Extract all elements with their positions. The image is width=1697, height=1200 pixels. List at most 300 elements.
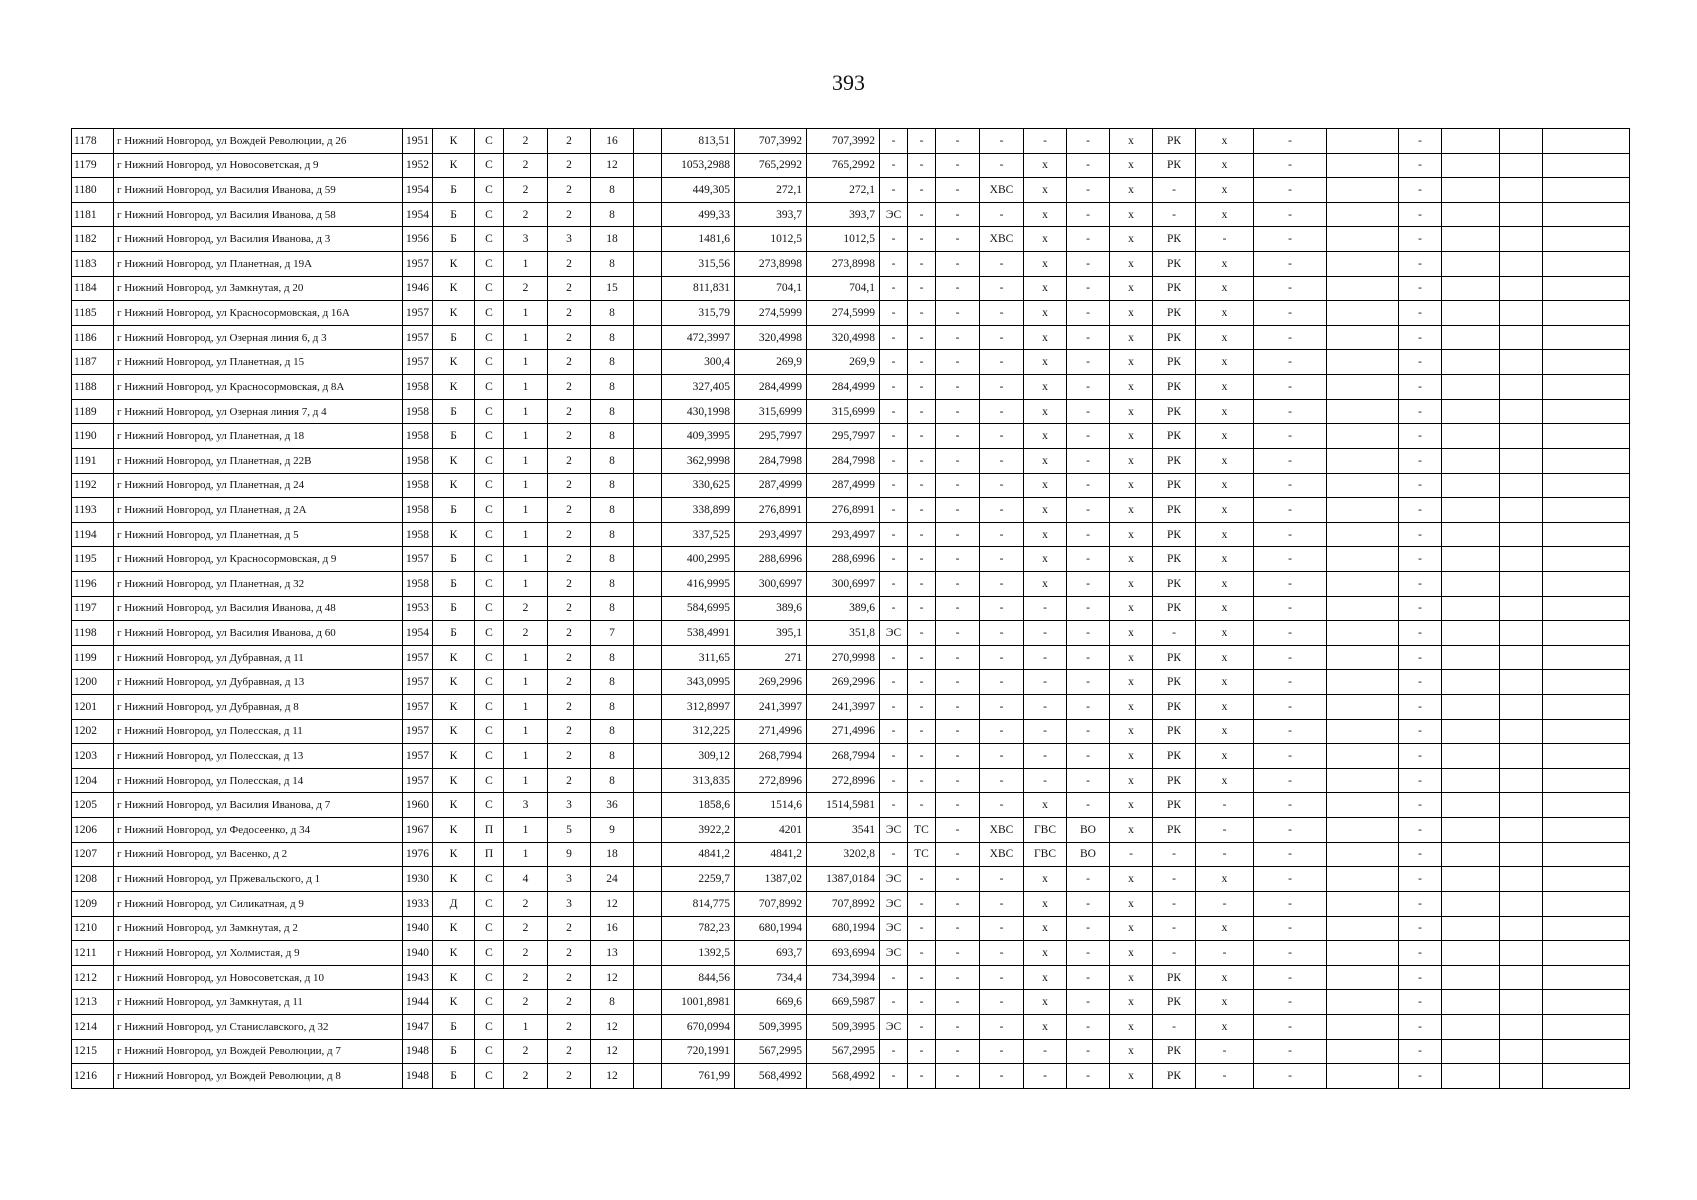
cell-basement: - xyxy=(1254,301,1327,326)
cell-gas: - xyxy=(936,842,980,867)
cell-row-number: 1181 xyxy=(72,202,114,227)
cell-cold-water: - xyxy=(980,129,1024,154)
cell-roof-repair: РК xyxy=(1153,153,1196,178)
cell-apartments: 7 xyxy=(591,621,634,646)
cell-cold-water: - xyxy=(980,965,1024,990)
cell-cold-water: - xyxy=(980,153,1024,178)
cell-heating: ТС xyxy=(908,842,936,867)
cell-total-area: 670,0994 xyxy=(662,1014,735,1039)
cell-hot-water: ГВС xyxy=(1024,842,1067,867)
cell-heating: - xyxy=(908,424,936,449)
cell-roof-repair: РК xyxy=(1153,227,1196,252)
cell-blank xyxy=(634,670,662,695)
cell-facade-mark: х xyxy=(1196,325,1254,350)
cell-heating: - xyxy=(908,202,936,227)
cell-gas: - xyxy=(936,498,980,523)
cell-hot-water: - xyxy=(1024,695,1067,720)
cell-roof-mark: х xyxy=(1110,153,1153,178)
cell-apartments: 8 xyxy=(591,498,634,523)
cell-cold-water: - xyxy=(980,252,1024,277)
cell-blank-2 xyxy=(1327,768,1399,793)
cell-cold-water: - xyxy=(980,670,1024,695)
cell-electric: - xyxy=(880,498,908,523)
cell-roof-repair: РК xyxy=(1153,965,1196,990)
cell-apartments: 8 xyxy=(591,252,634,277)
cell-blank-2 xyxy=(1327,399,1399,424)
cell-residential-area: 1514,5981 xyxy=(807,793,880,818)
cell-cold-water: - xyxy=(980,793,1024,818)
cell-electric: - xyxy=(880,645,908,670)
cell-floors: 2 xyxy=(548,350,591,375)
cell-entrances: 2 xyxy=(504,621,548,646)
cell-address: г Нижний Новгород, ул Новосоветская, д 9 xyxy=(114,153,403,178)
cell-electric: - xyxy=(880,252,908,277)
cell-facade-mark: х xyxy=(1196,301,1254,326)
cell-address: г Нижний Новгород, ул Вождей Революции, д 8 xyxy=(114,1064,403,1089)
cell-hot-water: х xyxy=(1024,202,1067,227)
table-row xyxy=(72,867,1630,892)
cell-address: г Нижний Новгород, ул Полесская, д 11 xyxy=(114,719,403,744)
cell-entrances: 2 xyxy=(504,1064,548,1089)
cell-roof-repair: - xyxy=(1153,891,1196,916)
cell-residential-area: 707,3992 xyxy=(807,129,880,154)
cell-sewerage: - xyxy=(1067,990,1110,1015)
cell-cold-water: - xyxy=(980,891,1024,916)
cell-blank-2 xyxy=(1327,473,1399,498)
cell-sewerage: - xyxy=(1067,571,1110,596)
cell-living-area: 734,4 xyxy=(735,965,807,990)
cell-year-built: 1957 xyxy=(403,695,433,720)
cell-cold-water: - xyxy=(980,941,1024,966)
cell-foundation: - xyxy=(1399,695,1442,720)
cell-entrances: 1 xyxy=(504,498,548,523)
cell-total-area: 3922,2 xyxy=(662,818,735,843)
cell-address: г Нижний Новгород, ул Замкнутая, д 20 xyxy=(114,276,403,301)
cell-living-area: 274,5999 xyxy=(735,301,807,326)
cell-hot-water: х xyxy=(1024,473,1067,498)
cell-entrances: 1 xyxy=(504,375,548,400)
cell-total-area: 409,3995 xyxy=(662,424,735,449)
cell-facade-mark: х xyxy=(1196,178,1254,203)
cell-row-number: 1200 xyxy=(72,670,114,695)
cell-gas: - xyxy=(936,276,980,301)
cell-blank-5 xyxy=(1543,670,1630,695)
cell-blank-5 xyxy=(1543,522,1630,547)
cell-roof-mark: х xyxy=(1110,744,1153,769)
cell-blank-5 xyxy=(1543,744,1630,769)
cell-roof-mark: х xyxy=(1110,670,1153,695)
cell-electric: - xyxy=(880,719,908,744)
cell-living-area: 271 xyxy=(735,645,807,670)
cell-entrances: 1 xyxy=(504,670,548,695)
cell-floors: 2 xyxy=(548,719,591,744)
cell-residential-area: 272,1 xyxy=(807,178,880,203)
cell-sewerage: - xyxy=(1067,891,1110,916)
cell-sewerage: - xyxy=(1067,276,1110,301)
cell-address: г Нижний Новгород, ул Дубравная, д 11 xyxy=(114,645,403,670)
cell-heating: - xyxy=(908,325,936,350)
cell-row-number: 1178 xyxy=(72,129,114,154)
cell-blank-3 xyxy=(1442,842,1500,867)
cell-cold-water: - xyxy=(980,399,1024,424)
cell-basement: - xyxy=(1254,842,1327,867)
cell-address: г Нижний Новгород, ул Дубравная, д 8 xyxy=(114,695,403,720)
cell-hot-water: - xyxy=(1024,670,1067,695)
cell-entrances: 3 xyxy=(504,793,548,818)
cell-basement: - xyxy=(1254,1039,1327,1064)
cell-blank-4 xyxy=(1500,695,1543,720)
cell-construction-type: С xyxy=(475,325,504,350)
cell-total-area: 1858,6 xyxy=(662,793,735,818)
cell-floors: 2 xyxy=(548,448,591,473)
cell-floors: 2 xyxy=(548,670,591,695)
cell-construction-type: С xyxy=(475,227,504,252)
cell-roof-mark: х xyxy=(1110,793,1153,818)
cell-blank-2 xyxy=(1327,842,1399,867)
cell-foundation: - xyxy=(1399,670,1442,695)
cell-apartments: 8 xyxy=(591,399,634,424)
cell-floors: 2 xyxy=(548,1014,591,1039)
cell-hot-water: - xyxy=(1024,768,1067,793)
cell-gas: - xyxy=(936,990,980,1015)
cell-facade-mark: - xyxy=(1196,1064,1254,1089)
cell-basement: - xyxy=(1254,375,1327,400)
cell-blank-3 xyxy=(1442,129,1500,154)
cell-hot-water: х xyxy=(1024,325,1067,350)
cell-total-area: 472,3997 xyxy=(662,325,735,350)
cell-construction-type: С xyxy=(475,596,504,621)
cell-blank-3 xyxy=(1442,596,1500,621)
cell-roof-mark: х xyxy=(1110,965,1153,990)
cell-cold-water: - xyxy=(980,621,1024,646)
cell-foundation: - xyxy=(1399,473,1442,498)
cell-wall-material: К xyxy=(433,153,475,178)
cell-blank xyxy=(634,1039,662,1064)
cell-electric: - xyxy=(880,744,908,769)
cell-blank-4 xyxy=(1500,129,1543,154)
cell-roof-mark: х xyxy=(1110,1064,1153,1089)
cell-apartments: 8 xyxy=(591,571,634,596)
cell-living-area: 567,2995 xyxy=(735,1039,807,1064)
cell-blank-3 xyxy=(1442,695,1500,720)
cell-sewerage: - xyxy=(1067,350,1110,375)
cell-construction-type: С xyxy=(475,768,504,793)
cell-blank-5 xyxy=(1543,350,1630,375)
cell-facade-mark: х xyxy=(1196,399,1254,424)
cell-floors: 2 xyxy=(548,473,591,498)
cell-blank-3 xyxy=(1442,1039,1500,1064)
cell-cold-water: - xyxy=(980,916,1024,941)
cell-blank-3 xyxy=(1442,990,1500,1015)
cell-heating: - xyxy=(908,448,936,473)
cell-blank-2 xyxy=(1327,965,1399,990)
cell-wall-material: Б xyxy=(433,1014,475,1039)
cell-row-number: 1194 xyxy=(72,522,114,547)
cell-blank-4 xyxy=(1500,941,1543,966)
cell-foundation: - xyxy=(1399,1014,1442,1039)
cell-roof-mark: х xyxy=(1110,202,1153,227)
table-row xyxy=(72,399,1630,424)
cell-address: г Нижний Новгород, ул Планетная, д 22В xyxy=(114,448,403,473)
cell-hot-water: х xyxy=(1024,252,1067,277)
cell-blank xyxy=(634,547,662,572)
cell-wall-material: К xyxy=(433,129,475,154)
cell-blank-4 xyxy=(1500,448,1543,473)
cell-entrances: 1 xyxy=(504,695,548,720)
cell-blank-5 xyxy=(1543,793,1630,818)
cell-blank-4 xyxy=(1500,891,1543,916)
cell-residential-area: 734,3994 xyxy=(807,965,880,990)
cell-living-area: 268,7994 xyxy=(735,744,807,769)
cell-hot-water: х xyxy=(1024,891,1067,916)
cell-gas: - xyxy=(936,818,980,843)
cell-basement: - xyxy=(1254,670,1327,695)
cell-gas: - xyxy=(936,1014,980,1039)
table-row xyxy=(72,498,1630,523)
cell-blank-4 xyxy=(1500,350,1543,375)
cell-foundation: - xyxy=(1399,399,1442,424)
cell-apartments: 8 xyxy=(591,547,634,572)
cell-construction-type: С xyxy=(475,301,504,326)
cell-address: г Нижний Новгород, ул Озерная линия 7, д 4 xyxy=(114,399,403,424)
cell-blank-2 xyxy=(1327,301,1399,326)
cell-apartments: 12 xyxy=(591,153,634,178)
cell-electric: - xyxy=(880,473,908,498)
cell-roof-repair: РК xyxy=(1153,768,1196,793)
cell-blank-4 xyxy=(1500,842,1543,867)
cell-year-built: 1958 xyxy=(403,375,433,400)
cell-blank-5 xyxy=(1543,621,1630,646)
cell-floors: 2 xyxy=(548,522,591,547)
cell-living-area: 300,6997 xyxy=(735,571,807,596)
cell-living-area: 4201 xyxy=(735,818,807,843)
cell-sewerage: - xyxy=(1067,448,1110,473)
cell-gas: - xyxy=(936,547,980,572)
cell-blank-2 xyxy=(1327,202,1399,227)
cell-construction-type: С xyxy=(475,793,504,818)
cell-facade-mark: х xyxy=(1196,153,1254,178)
table-row xyxy=(72,1014,1630,1039)
cell-year-built: 1957 xyxy=(403,670,433,695)
cell-hot-water: х xyxy=(1024,571,1067,596)
cell-blank-4 xyxy=(1500,178,1543,203)
cell-apartments: 36 xyxy=(591,793,634,818)
cell-total-area: 312,8997 xyxy=(662,695,735,720)
cell-living-area: 707,3992 xyxy=(735,129,807,154)
cell-blank-3 xyxy=(1442,276,1500,301)
cell-heating: - xyxy=(908,916,936,941)
cell-blank-3 xyxy=(1442,153,1500,178)
cell-address: г Нижний Новгород, ул Замкнутая, д 11 xyxy=(114,990,403,1015)
cell-construction-type: С xyxy=(475,178,504,203)
cell-wall-material: К xyxy=(433,252,475,277)
cell-gas: - xyxy=(936,916,980,941)
cell-blank-5 xyxy=(1543,1039,1630,1064)
cell-year-built: 1953 xyxy=(403,596,433,621)
cell-apartments: 8 xyxy=(591,424,634,449)
cell-total-area: 315,79 xyxy=(662,301,735,326)
cell-hot-water: х xyxy=(1024,793,1067,818)
table-row xyxy=(72,645,1630,670)
cell-living-area: 271,4996 xyxy=(735,719,807,744)
cell-blank-4 xyxy=(1500,522,1543,547)
cell-living-area: 704,1 xyxy=(735,276,807,301)
cell-blank-2 xyxy=(1327,178,1399,203)
cell-electric: - xyxy=(880,1039,908,1064)
cell-apartments: 8 xyxy=(591,301,634,326)
cell-year-built: 1954 xyxy=(403,202,433,227)
cell-roof-repair: РК xyxy=(1153,1064,1196,1089)
cell-floors: 2 xyxy=(548,276,591,301)
cell-construction-type: С xyxy=(475,547,504,572)
cell-cold-water: - xyxy=(980,325,1024,350)
cell-address: г Нижний Новгород, ул Василия Иванова, д 7 xyxy=(114,793,403,818)
cell-blank-4 xyxy=(1500,202,1543,227)
cell-wall-material: К xyxy=(433,276,475,301)
cell-roof-repair: РК xyxy=(1153,547,1196,572)
cell-sewerage: - xyxy=(1067,399,1110,424)
cell-blank-4 xyxy=(1500,818,1543,843)
cell-entrances: 3 xyxy=(504,227,548,252)
cell-total-area: 416,9995 xyxy=(662,571,735,596)
cell-living-area: 395,1 xyxy=(735,621,807,646)
cell-roof-repair: - xyxy=(1153,202,1196,227)
cell-electric: - xyxy=(880,399,908,424)
cell-living-area: 269,9 xyxy=(735,350,807,375)
cell-address: г Нижний Новгород, ул Василия Иванова, д 60 xyxy=(114,621,403,646)
cell-entrances: 1 xyxy=(504,719,548,744)
cell-residential-area: 765,2992 xyxy=(807,153,880,178)
cell-electric: - xyxy=(880,276,908,301)
cell-construction-type: П xyxy=(475,842,504,867)
cell-roof-mark: х xyxy=(1110,818,1153,843)
cell-address: г Нижний Новгород, ул Василия Иванова, д 59 xyxy=(114,178,403,203)
cell-blank-4 xyxy=(1500,227,1543,252)
cell-blank xyxy=(634,522,662,547)
cell-sewerage: - xyxy=(1067,670,1110,695)
cell-floors: 5 xyxy=(548,818,591,843)
cell-electric: ЭС xyxy=(880,941,908,966)
cell-blank-2 xyxy=(1327,350,1399,375)
cell-apartments: 16 xyxy=(591,916,634,941)
cell-roof-repair: РК xyxy=(1153,325,1196,350)
cell-heating: - xyxy=(908,498,936,523)
cell-living-area: 287,4999 xyxy=(735,473,807,498)
cell-electric: - xyxy=(880,448,908,473)
cell-cold-water: - xyxy=(980,498,1024,523)
cell-roof-mark: х xyxy=(1110,596,1153,621)
cell-electric: - xyxy=(880,178,908,203)
cell-residential-area: 1012,5 xyxy=(807,227,880,252)
cell-blank-3 xyxy=(1442,547,1500,572)
cell-year-built: 1957 xyxy=(403,719,433,744)
cell-row-number: 1210 xyxy=(72,916,114,941)
cell-construction-type: С xyxy=(475,916,504,941)
cell-heating: - xyxy=(908,744,936,769)
cell-apartments: 8 xyxy=(591,522,634,547)
cell-residential-area: 393,7 xyxy=(807,202,880,227)
table-row xyxy=(72,522,1630,547)
cell-electric: - xyxy=(880,670,908,695)
cell-roof-mark: х xyxy=(1110,990,1153,1015)
table-row xyxy=(72,842,1630,867)
cell-wall-material: Б xyxy=(433,202,475,227)
cell-basement: - xyxy=(1254,252,1327,277)
cell-blank xyxy=(634,695,662,720)
cell-facade-mark: х xyxy=(1196,547,1254,572)
cell-apartments: 9 xyxy=(591,818,634,843)
cell-year-built: 1967 xyxy=(403,818,433,843)
cell-sewerage: - xyxy=(1067,719,1110,744)
cell-entrances: 1 xyxy=(504,350,548,375)
cell-electric: - xyxy=(880,1064,908,1089)
cell-blank-3 xyxy=(1442,891,1500,916)
cell-electric: - xyxy=(880,424,908,449)
cell-heating: - xyxy=(908,596,936,621)
cell-wall-material: Б xyxy=(433,178,475,203)
cell-roof-repair: РК xyxy=(1153,990,1196,1015)
cell-entrances: 1 xyxy=(504,325,548,350)
cell-blank-2 xyxy=(1327,719,1399,744)
cell-blank-4 xyxy=(1500,301,1543,326)
table-row xyxy=(72,965,1630,990)
cell-construction-type: С xyxy=(475,695,504,720)
cell-blank-5 xyxy=(1543,768,1630,793)
cell-blank-3 xyxy=(1442,522,1500,547)
cell-apartments: 12 xyxy=(591,1014,634,1039)
cell-row-number: 1199 xyxy=(72,645,114,670)
cell-gas: - xyxy=(936,1039,980,1064)
cell-blank-3 xyxy=(1442,399,1500,424)
cell-address: г Нижний Новгород, ул Василия Иванова, д 48 xyxy=(114,596,403,621)
cell-sewerage: - xyxy=(1067,867,1110,892)
cell-gas: - xyxy=(936,227,980,252)
cell-construction-type: С xyxy=(475,990,504,1015)
cell-gas: - xyxy=(936,793,980,818)
cell-blank-3 xyxy=(1442,1014,1500,1039)
cell-year-built: 1958 xyxy=(403,522,433,547)
cell-roof-repair: РК xyxy=(1153,670,1196,695)
cell-roof-mark: х xyxy=(1110,473,1153,498)
cell-blank-5 xyxy=(1543,375,1630,400)
cell-year-built: 1957 xyxy=(403,350,433,375)
cell-heating: - xyxy=(908,1039,936,1064)
cell-sewerage: - xyxy=(1067,695,1110,720)
cell-blank-2 xyxy=(1327,1039,1399,1064)
cell-roof-repair: РК xyxy=(1153,1039,1196,1064)
cell-heating: - xyxy=(908,1014,936,1039)
cell-electric: - xyxy=(880,153,908,178)
cell-hot-water: - xyxy=(1024,719,1067,744)
cell-blank-4 xyxy=(1500,645,1543,670)
cell-cold-water: ХВС xyxy=(980,178,1024,203)
cell-blank-3 xyxy=(1442,818,1500,843)
cell-gas: - xyxy=(936,325,980,350)
cell-sewerage: - xyxy=(1067,965,1110,990)
cell-apartments: 8 xyxy=(591,178,634,203)
cell-wall-material: К xyxy=(433,867,475,892)
cell-address: г Нижний Новгород, ул Станиславского, д 32 xyxy=(114,1014,403,1039)
table-row xyxy=(72,301,1630,326)
cell-row-number: 1203 xyxy=(72,744,114,769)
cell-gas: - xyxy=(936,695,980,720)
cell-entrances: 1 xyxy=(504,571,548,596)
cell-entrances: 1 xyxy=(504,473,548,498)
cell-total-area: 309,12 xyxy=(662,744,735,769)
cell-blank-2 xyxy=(1327,916,1399,941)
cell-facade-mark: - xyxy=(1196,941,1254,966)
cell-basement: - xyxy=(1254,818,1327,843)
